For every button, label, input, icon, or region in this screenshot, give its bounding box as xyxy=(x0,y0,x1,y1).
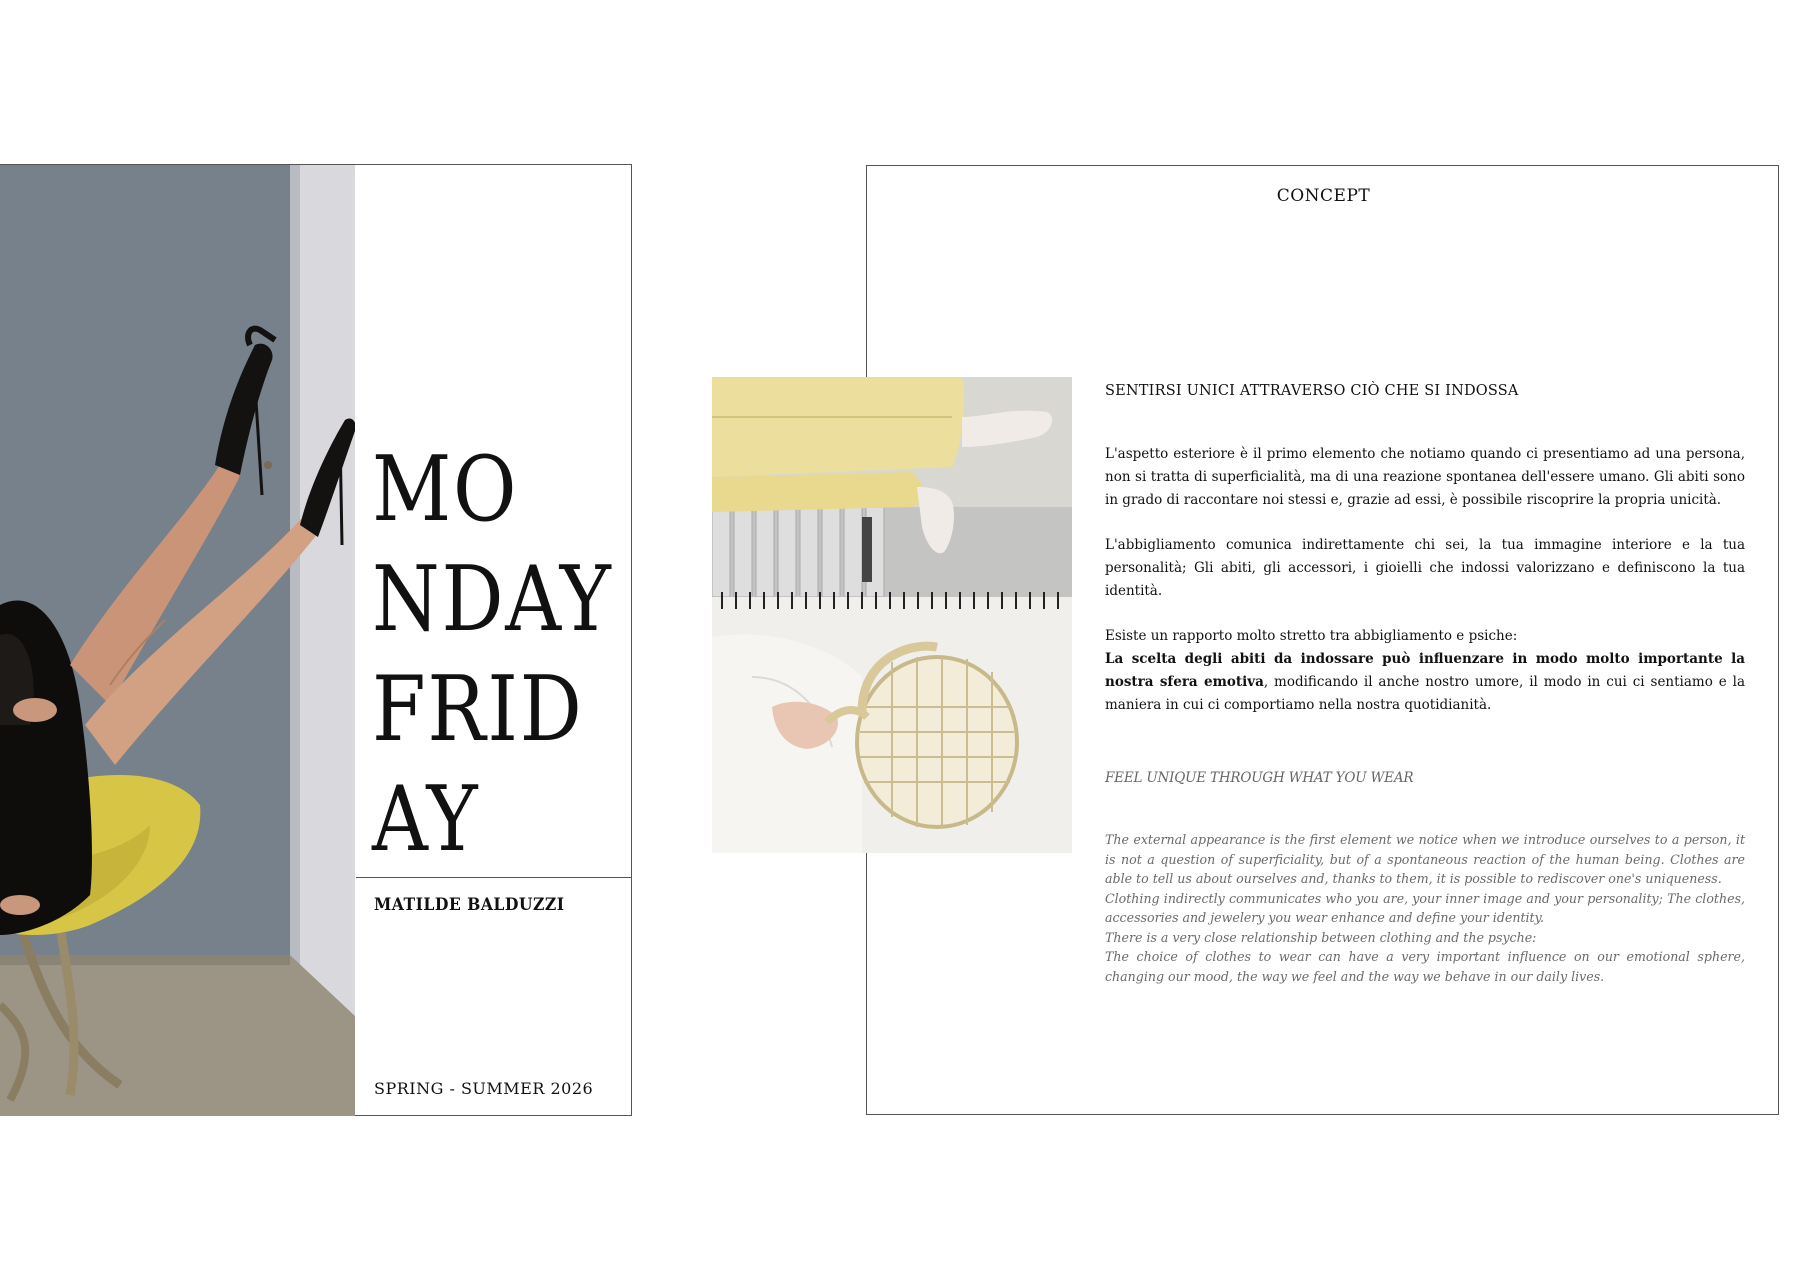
concept-text-column xyxy=(1105,380,1745,986)
title-line-1: MO xyxy=(372,437,519,542)
concept-title: CONCEPT xyxy=(1276,186,1371,206)
italian-paragraph-3 xyxy=(1105,625,1745,717)
italian-paragraph-3-bold: La scelta degli abiti da indossare può influenzare in modo molto importante la nostra sfera emotiva xyxy=(1105,651,1745,690)
italian-paragraph-3-intro: Esiste un rapporto molto stretto tra abbigliamento e psiche: xyxy=(1105,628,1518,644)
magazine-title xyxy=(372,435,632,875)
cover-page xyxy=(0,164,632,1116)
title-line-2: NDAY xyxy=(372,547,613,652)
italian-paragraph-2: L'abbigliamento comunica indirettamente chi sei, la tua immagine interiore e la tua personalità; Gli abiti, gli accessori, i gioielli che indossi valorizzano e definiscono la tua identità. xyxy=(1105,537,1745,599)
italian-heading: SENTIRSI UNICI ATTRAVERSO CIÒ CHE SI INDOSSA xyxy=(1105,383,1519,399)
english-heading: FEEL UNIQUE THROUGH WHAT YOU WEAR xyxy=(1105,770,1414,786)
english-text xyxy=(1105,830,1745,986)
season-label: SPRING - SUMMER 2026 xyxy=(374,1079,594,1098)
title-line-4: AY xyxy=(372,767,480,872)
english-line-2: Clothing indirectly communicates who you are, your inner image and your personality; The clothes, accessories and jewelery you wear enhance and define your identity. xyxy=(1105,890,1745,925)
author-name: MATILDE BALDUZZI xyxy=(374,895,565,915)
english-line-3: There is a very close relationship between clothing and the psyche: xyxy=(1105,929,1537,945)
cover-divider xyxy=(356,877,632,878)
italian-paragraph-1: L'aspetto esteriore è il primo elemento che notiamo quando ci presentiamo ad una persona, non si tratta di superficialità, ma di una reazione spontanea dell'essere umano. Gli abiti sono in grado di raccontare noi stessi e, grazie ad essi, è possibile riscoprire la propria unicità. xyxy=(1105,446,1745,508)
title-line-3: FRID xyxy=(372,657,584,762)
english-line-4: The choice of clothes to wear can have a very important influence on our emotional sphere, changing our mood, the way we feel and the way we behave in our daily lives. xyxy=(1105,949,1745,984)
italian-paragraph-3-rest: , modificando il anche nostro umore, il modo in cui ci sentiamo e la maniera in cui ci comportiamo nella nostra quotidianità. xyxy=(1105,674,1746,713)
concept-photo-shoes-bag xyxy=(712,377,1072,853)
english-line-1: The external appearance is the first element we notice when we introduce ourselves to a person, it is not a question of superficiality, but of a spontaneous reaction of the human being. Clothes are able to tell us about ourselves and, thanks to them, it is possible to rediscover one's uniqueness. xyxy=(1105,832,1745,886)
cover-photo-legs-chair xyxy=(0,165,355,1116)
